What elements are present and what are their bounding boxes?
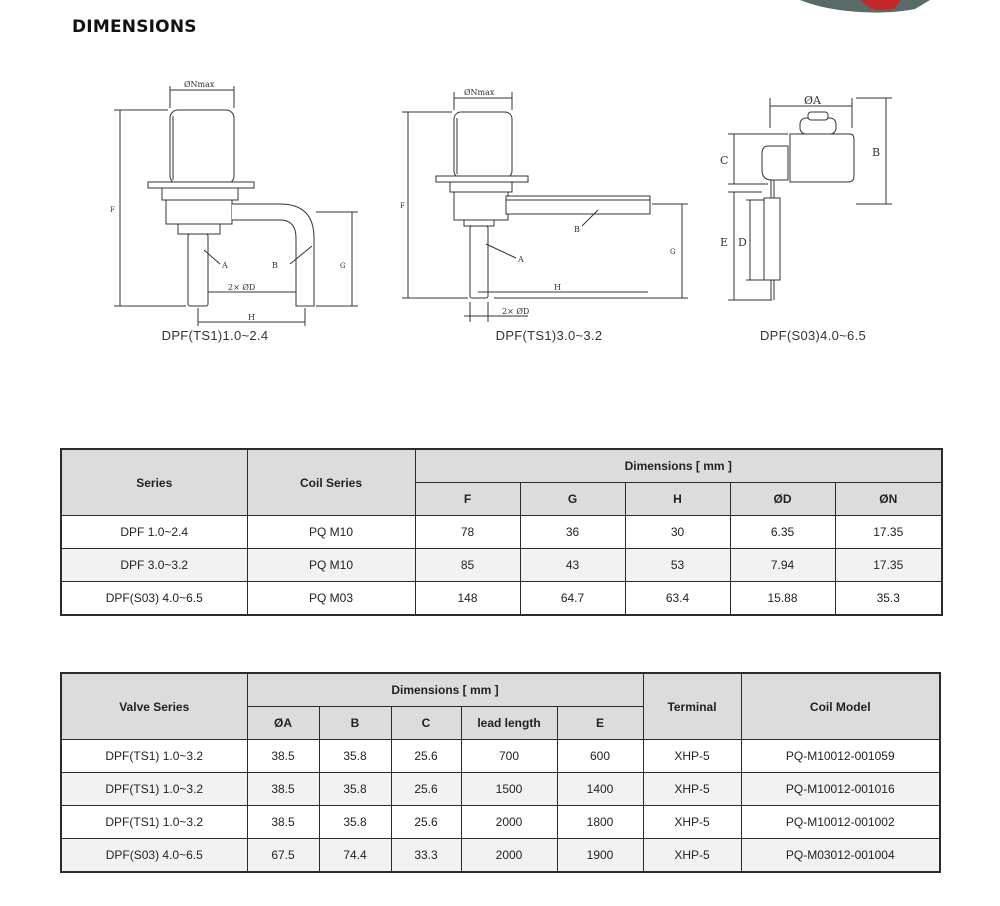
header-b: B [319,707,391,740]
cell-g: 43 [520,549,625,582]
cell-a: 38.5 [247,773,319,806]
cell-coil-model: PQ-M10012-001059 [741,740,940,773]
header-a: ØA [247,707,319,740]
cell-g: 36 [520,516,625,549]
dim-label-f: F [400,202,405,210]
cell-b: 35.8 [319,740,391,773]
dim-label-a: ØA [804,94,821,107]
cell-terminal: XHP-5 [643,806,741,839]
dim-label-h: H [554,283,561,292]
header-coil-series: Coil Series [247,449,415,516]
product-image-fragment [800,0,930,14]
table-row [61,839,940,873]
drawing-dpf-ts1-1-0-2-4 [100,78,360,328]
header-f: F [415,483,520,516]
cell-c: 33.3 [391,839,461,873]
cell-n: 35.3 [835,582,942,616]
table-row [61,806,940,839]
dim-label-g: G [670,248,676,256]
dim-label-f: F [110,206,115,214]
header-valve-series: Valve Series [61,673,247,740]
dim-label-d: D [738,236,747,249]
header-terminal: Terminal [643,673,741,740]
header-dimensions: Dimensions [ mm ] [247,673,643,707]
cell-d: 7.94 [730,549,835,582]
cell-d: 15.88 [730,582,835,616]
cell-coil-model: PQ-M10012-001002 [741,806,940,839]
header-e: E [557,707,643,740]
cell-e: 1800 [557,806,643,839]
dim-label-d: 2× ØD [228,283,256,292]
cell-b: 74.4 [319,839,391,873]
cell-terminal: XHP-5 [643,740,741,773]
table-row [61,516,942,549]
header-dimensions: Dimensions [ mm ] [415,449,942,483]
cell-b: 35.8 [319,773,391,806]
cell-e: 1900 [557,839,643,873]
cell-f: 85 [415,549,520,582]
dim-label-d: 2× ØD [502,307,530,316]
cell-c: 25.6 [391,773,461,806]
cell-h: 30 [625,516,730,549]
table-row [61,582,942,616]
dimensions-table-series [60,448,943,616]
cell-f: 148 [415,582,520,616]
cell-series: DPF(S03) 4.0~6.5 [61,582,247,616]
header-n: ØN [835,483,942,516]
drawing-dpf-s03-4-0-6-5 [716,88,896,313]
dim-label-n: ØNmax [184,80,215,89]
cell-a: 38.5 [247,806,319,839]
cell-c: 25.6 [391,806,461,839]
cell-e: 600 [557,740,643,773]
drawing-caption-1: DPF(TS1)1.0~2.4 [161,328,269,343]
dim-label-g: G [340,262,346,270]
table-row [61,740,940,773]
header-h: H [625,483,730,516]
header-g: G [520,483,625,516]
dim-label-c: C [720,154,729,167]
cell-series: DPF 1.0~2.4 [61,516,247,549]
header-lead-length: lead length [461,707,557,740]
cell-lead-length: 2000 [461,806,557,839]
drawing-caption-3: DPF(S03)4.0~6.5 [759,328,867,343]
drawing-caption-2: DPF(TS1)3.0~3.2 [495,328,603,343]
dim-label-h: H [248,313,255,322]
dim-label-n: ØNmax [464,88,495,97]
cell-b: 35.8 [319,806,391,839]
cell-n: 17.35 [835,516,942,549]
cell-a: 67.5 [247,839,319,873]
table-row [61,549,942,582]
cell-series: DPF(S03) 4.0~6.5 [61,839,247,873]
dim-label-b: B [272,261,278,270]
cell-lead-length: 1500 [461,773,557,806]
cell-e: 1400 [557,773,643,806]
cell-coil: PQ M03 [247,582,415,616]
dim-label-e: E [720,236,729,249]
cell-f: 78 [415,516,520,549]
cell-g: 64.7 [520,582,625,616]
cell-h: 53 [625,549,730,582]
dim-label-b: B [574,225,580,234]
cell-d: 6.35 [730,516,835,549]
cell-coil: PQ M10 [247,516,415,549]
cell-series: DPF(TS1) 1.0~3.2 [61,773,247,806]
dim-label-b: B [872,146,881,159]
cell-terminal: XHP-5 [643,839,741,873]
page-heading: DIMENSIONS [72,17,197,37]
cell-terminal: XHP-5 [643,773,741,806]
cell-a: 38.5 [247,740,319,773]
header-series: Series [61,449,247,516]
dim-label-a: A [518,255,524,264]
cell-h: 63.4 [625,582,730,616]
dim-label-a: A [222,261,228,270]
cell-lead-length: 2000 [461,839,557,873]
header-c: C [391,707,461,740]
cell-series: DPF(TS1) 1.0~3.2 [61,740,247,773]
cell-coil: PQ M10 [247,549,415,582]
cell-lead-length: 700 [461,740,557,773]
cell-series: DPF 3.0~3.2 [61,549,247,582]
coil-model-table [60,672,941,873]
header-coil-model: Coil Model [741,673,940,740]
cell-coil-model: PQ-M10012-001016 [741,773,940,806]
cell-series: DPF(TS1) 1.0~3.2 [61,806,247,839]
drawing-dpf-ts1-3-0-3-2 [398,80,698,330]
header-d: ØD [730,483,835,516]
cell-n: 17.35 [835,549,942,582]
cell-coil-model: PQ-M03012-001004 [741,839,940,873]
cell-c: 25.6 [391,740,461,773]
table-row [61,773,940,806]
